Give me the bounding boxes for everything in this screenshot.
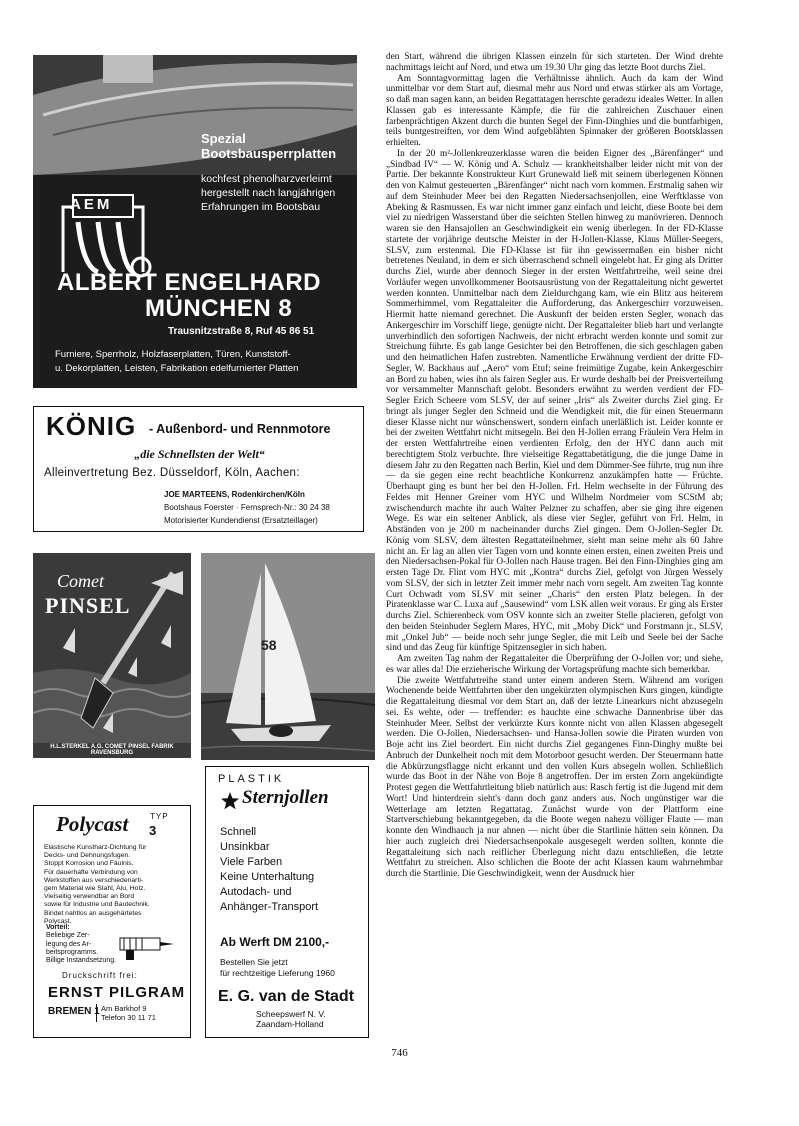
comet-pinsel-ad (33, 553, 191, 758)
company-name: ERNST PILGRAM (48, 984, 186, 1001)
company-address: Trausnitzstraße 8, Ruf 45 86 51 (168, 326, 315, 337)
price: Ab Werft DM 2100,- (220, 935, 330, 949)
firm-name: E. G. van de Stadt (218, 988, 355, 1005)
article-column (386, 52, 723, 1124)
representation-line: Alleinvertretung Bez. Düsseldorf, Köln, Aachen: (44, 467, 300, 479)
logo-letters: AEM (70, 196, 113, 213)
article-paragraph: Am Sonntagvormittag lagen die Verhältnisse ähnlich. Auch da kam der Wind unmittelbar vor dem Start auf, diesmal mehr aus Nord und etwas stärker als am Vortage, so daß man sagen kann, an beiden Regattatagen herrschte geradezu ideales Wetter. In allen Klassen gab es interessante Kämpfe, die für die zahlreichen Zuschauer einen farbenprächtigen Akzent durch die bunten Segel der Finn-Dinghies und die buntfarbigen, teils buntgestreiften, vor dem Wind aufgeblähten Spinnaker der größeren Bootsklassen erhielten. (386, 73, 723, 148)
manufacturer-line: H.L.STERKEL A.G. COMET PINSEL FABRIK RAVENSBURG (50, 744, 174, 756)
type-label: TYP (150, 812, 169, 821)
brochure-note: Druckschrift frei: (62, 971, 138, 980)
comet-script: Comet (57, 571, 104, 591)
article-paragraph: Die zweite Wettfahrtreihe stand unter einem anderen Stern. Während am vorigen Wochenende beide Wettfahrten über den ungekürzten olympischen Kurs gingen, kündigte die Regattaleitung diesmal vor dem Start an, daß der letzte Linearkurs nicht abzusegeln sei. Es wehte, oder — treffender: es hauchte eine schwache Dannenbrise über das Steinhuder Meer. Selbst der verkürzte Kurs konnte nicht von allen Klassen abgesegelt werden. Die O-Jollen, Niedersachsen- und Hansa-Jollen sowie die Piraten wurden von Boje acht ins Ziel beordert. Ein nicht durchs Ziel gegangenes Finn-Dinghy mußte bei Anbruch der Dunkelheit noch mit dem Motorboot gesucht werden. Der Steuermann hatte die Abkürzungsflagge nicht erkannt und den vollen Kurs absegeln wollen. Schließlich wurde das Boot in der Nähe von Boje 8 angetroffen. Der im ersten Zorn angekündigte Protest gegen die Wettfahrtleitung blieb natürlich aus: Rasch fertig ist die Jugend mit dem Wort! Und hinterdrein sieht's dann doch ganz anders aus. Noch ungünstiger war die Wetterlage am letzten Regattatag. Zunächst wurde von der Plattform eine Startverschiebung bekanntgegeben, da die Boote wegen nahezu völliger Flaute — man konnte den Windhauch ja nur ahnen — nicht über die Startlinie hätten sein können. Da hier auch zugleich drei Niedersachsenpokale ausgesegelt werden sollten, konnte die Regattaleitung sich nach reiflicher Überlegung nicht dazu entschließen, die letzte Wettfahrt zu streichen. Also schlichen die Boote der acht Klassen kaum wahrnehmbar durch die Startlinie. Die Geschwindigkeit, wenn der Ausdruck hier (386, 675, 723, 879)
product-description: Elastische Kunstharz-Dichtung für Decks- und Dehnungsfugen. Stoppt Korrosion und Fäulnis. Für dauerhafte Verbindung von Werkstoffen aus verschiedenarti- gem Material wie Stahl, Alu, Holz. Vielseitig verwendbar an Bord sowie für Industrie und Bautechnik. Bindet nahtlos an ausgehärtetes Polycast. (44, 844, 150, 925)
product-range: Furniere, Sperrholz, Holzfaserplatten, Türen, Kunststoff- u. Dekorplatten, Leisten, Fabrikation edelfurnierter Platten (55, 349, 299, 374)
company-address: Am Barkhof 9 Telefon 30 11 71 (96, 1004, 156, 1022)
company-city: MÜNCHEN 8 (145, 295, 293, 322)
cartridge-gun-icon (116, 928, 176, 962)
dealer-info: JOE MARTEENS, Rodenkirchen/Köln Bootshaus Foerster · Fernsprech-Nr.: 30 24 38 Motorisierter Kundendienst (Ersatzteillager) (164, 490, 330, 525)
company-city: BREMEN 1 (48, 1006, 100, 1017)
type-number: 3 (149, 823, 157, 838)
article-paragraph: In der 20 m²-Jollenkreuzerklasse waren die beiden Eigner des „Bärenfänger“ und „Sindbad IV“ — W. König und A. Schulz — krankheitshalber leider nicht mit von der Partie. Der bekannte Konstrukteur Kurt Grunewald ließ mit seinem überlegenen Können den von Kalmut gesteuerten „Bärenfänger“ nicht nach vorn kommen. Erstmalig sahen wir auf dem Steinhuder Meer bei den Regatten Niedersachsenjollen, eine Werftklasse von Abeking & Rasmussen. Es war nicht immer ganz einfach und leicht, diese Boote bei dem viel zu niedrigen Wasserstand über die seichten Stellen hinweg zu manövrieren. Dennoch waren sie den Hansajollen an Geschwindigkeit ein wenig überlegen. In der FD-Klasse startete der vorjährige deutsche Meister in der H-Jollen-Klasse, Klaus Müller-Seegers, SLSV, zum erstenmal. Die FD-Klasse ist für ihn gewissermaßen ein bisher nicht betretenes Neuland, in dem er sich überraschend schnell eingelebt hat. Er ging als Dritter durchs Ziel, wurde aber dennoch Sieger in der ersten Wettfahrtreihe, weil seine drei Vorläufer wegen unvollkommener Bootsausrüstung von der Regattaleitung nicht gewertet werden konnten. Unmittelbar nach dem Zieldurchgang kam, wie ein Blitz aus heiterem Sommerhimmel, vom Regattaleiter die Aufforderung, das Ankergeschirr vorzuweisen. Hiermit hatte niemand gerechnet. Die Auskunft der beiden ersten Segler, wonach das Ankergeschirr im Vorschiff liege, genügte nicht. Der Regattaleiter blieb hart und verlangte unverbindlich den sofortigen Nachweis, der nicht erbracht werden konnte und somit zur Streichung führte. Es gab lange Gesichter bei den Betroffenen, die sich geschlagen gaben und den heimatlichen Hafen zustrebten. Namentliche Erwähnung verdient der dritte FD-Segler, W. Backhaus auf „Aero“ vom Etuf; seine freimütige Zugabe, kein Ankergeschirr an Bord zu haben, wies ihn als fairen Segler aus. Er wurde deshalb bei der Preisverteilung vor versammelter Mannschaft gelobt. Besonders erwähnt zu werden verdient der FD-Segler Erich Scheere vom SLSV, der auf seiner „Iris“ als Zweiter durchs Ziel ging. Er bringt als junger Segler den Schneid und die Wendigkeit mit, die für einen Steuermann dieser Klasse nicht nur wünschenswert, sondern einfach unerläßlich ist. Leider konnte er bei der zweiten Wettfahrt nicht mitsegeln. Bei den H-Jollen errang Fräulein Vera Helm in der ersten Wettfahrtreihe einen verdienten Erfolg, den der HYC dann auch mit berechtigtem Stolz verbuchte. Ihre vielseitige Regattabetätigung, die die junge Dame in diesem Jahr zu den Regatten nach Berlin, Kiel und dem Dümmer-See führte, trug nun ihre — da sie gegen eine recht beachtliche Konkurrenz anzukämpfen hatte — Früchte. Überhaupt ging es bunt her bei den H-Jollen. Frl. Helm wechselte in der Führung des Feldes mit Henner Greiner vom HYC und Wilhelm Nordmeier vom SCStM ab; zwischendurch machte ihr auch Walter Pelzner zu schaffen, aber sie ging ihre eigenen Wege. Es war ein seltener Anblick, als diese vier Segler, geführt von Frl. Helm, in Abständen von je 200 m nacheinander durchs Ziel gingen. Dem O-Jollen-Segler Dr. König vom SLSV, dem ältesten Regattateilnehmer, sieht man seine mehr als 60 Jahre nicht an. Er lag an allen vier Tagen vorn und konnte einen ersten, einen zweiten Preis und den Niedersachsen-Pokal für O-Jollen nach Hause tragen. Bei den Finn-Dinghies ging am ersten Tage Dr. Flint vom HYC mit „Kontra“ durchs Ziel, gefolgt von Jürgen Wessely vom SLSV, der sich in letzter Zeit immer mehr nach vorn segelt. Am zweiten Tag konnte Curt Ochwadt vom SLSV mit seiner „Charis“ den ersten Platz belegen. In der Piratenklasse war C. Luxa auf „Sausewind“ vom LSK allen weit voraus. Er ging als Erster durchs Ziel. Schierenbeck vom OSV konnte sich an zweiter Stelle placieren, gefolgt von den beiden Steinhuder Seglern Mares, HYC, mit „Moby Dick“ und Forstmann jr., SLSV, mit „Onkel Jub“ — beide noch sehr junge Segler, die mit Leib und Seele bei der Sache sind und das Zeug für künftige Spitzensegler in sich haben. (386, 148, 723, 654)
sailboat-photo (201, 553, 375, 760)
pinsel-wordmark: PINSEL (45, 593, 131, 618)
product-heading: Spezial Bootsbausperrplatten (201, 131, 337, 161)
firm-address: Scheepswerf N. V. Zaandam-Holland (256, 1009, 326, 1029)
polycast-logo: Polycast (56, 812, 129, 836)
brand-subtitle: - Außenbord- und Rennmotore (149, 422, 331, 436)
star-icon (220, 791, 240, 811)
brand-slogan: „die Schnellsten der Welt“ (134, 447, 265, 461)
article-paragraph: den Start, während die übrigen Klassen einzeln für sich starteten. Der Wind drehte nachmittags leicht auf Nord, und etwa um 19.30 Uhr ging das letzte Boot durchs Ziel. (386, 52, 723, 73)
sail-number: 58 (261, 637, 277, 653)
order-note: Bestellen Sie jetzt für rechtzeitige Lieferung 1960 (220, 957, 335, 978)
koenig-ad (33, 406, 364, 532)
advantages: Vorteil: Beliebige Zer- legung des Ar- beitsprogramms. Billige Instandsetzung. (46, 924, 117, 965)
product-claims: kochfest phenolharzverleimt hergestellt nach langjährigen Erfahrungen im Bootsbau (201, 173, 336, 213)
article-paragraph: Am zweiten Tag nahm der Regattaleiter die Überprüfung der O-Jollen vor; und siehe, es war alles da! Die erzieherische Wirkung der Vortagsprüfung machte sich bemerkbar. (386, 654, 723, 675)
feature-list: Schnell Unsinkbar Viele Farben Keine Unterhaltung Autodach- und Anhänger-Transport (220, 826, 319, 913)
engelhard-ad (33, 55, 357, 388)
company-name: ALBERT ENGELHARD (57, 269, 321, 296)
brand-name: KÖNIG (46, 411, 137, 441)
polycast-ad (33, 805, 191, 1038)
kicker: PLASTIK (218, 773, 285, 785)
sternjollen-ad (205, 766, 369, 1038)
page-number: 746 (391, 1047, 408, 1059)
sternjollen-logo: Sternjollen (242, 787, 329, 808)
